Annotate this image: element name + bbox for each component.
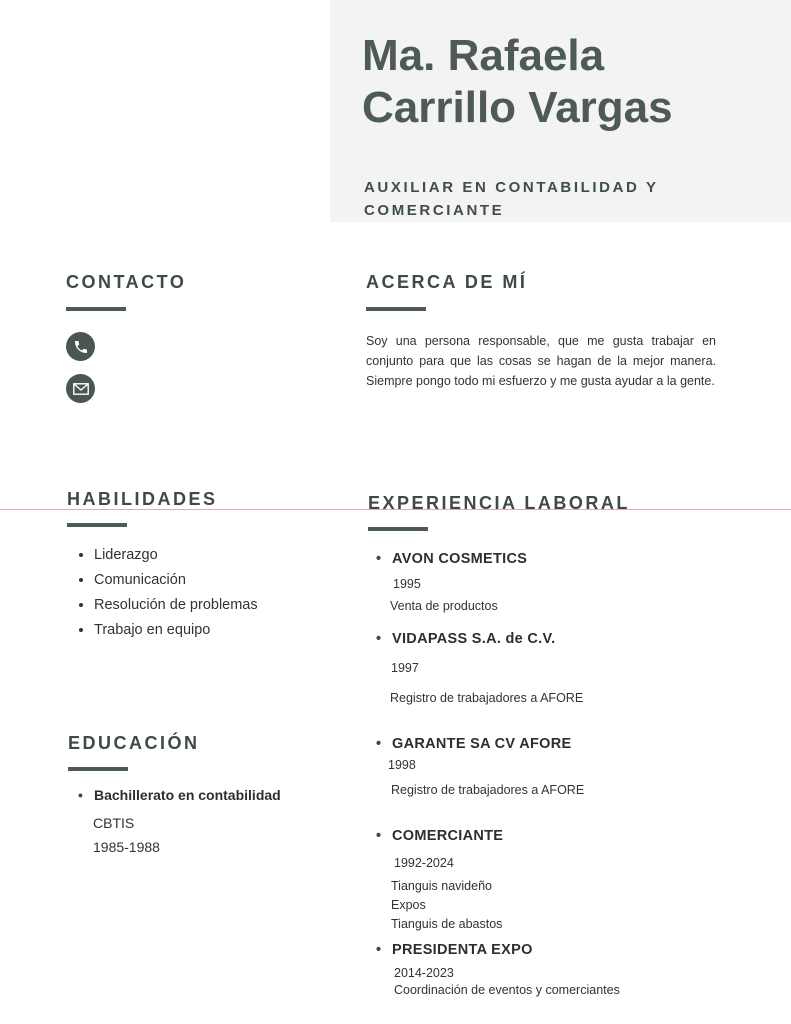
education-degree: • Bachillerato en contabilidad [78,787,338,803]
education-rule [68,767,128,771]
job-detail: Tianguis de abastos [391,917,503,931]
education-years: 1985-1988 [93,839,160,855]
job-role [364,176,724,222]
job-item [376,828,736,934]
job-company: • PRESIDENTA EXPO [376,942,736,958]
job-year: 1998 [388,758,416,772]
job-item [376,631,736,708]
phone-icon [66,332,95,361]
skill-item: • Trabajo en equipo [94,618,258,643]
education-school: CBTIS [93,815,135,831]
skill-item: • Comunicación [94,568,258,593]
job-detail: Registro de trabajadores a AFORE [390,691,584,705]
job-detail: Tianguis navideño [391,879,492,893]
job-item [376,551,736,616]
skill-item: • Liderazgo [94,543,258,568]
about-title: ACERCA DE MÍ [366,272,528,292]
job-item [376,942,736,1000]
education-item [78,787,338,859]
education-title: EDUCACIÓN [68,733,200,753]
job-detail: Venta de productos [390,599,498,613]
skills-rule [67,523,127,527]
job-year: 1995 [393,577,421,591]
name-line-1: Ma. Rafaela [362,31,605,80]
experience-rule [368,527,428,531]
skill-item: • Resolución de problemas [94,593,258,618]
about-text: Soy una persona responsable, que me gusta trabajar en conjunto para que las cosas se hagan de la mejor manera. Siempre pongo todo mi esfuerzo y me gusta ayudar a la gente. [366,334,716,388]
job-year: 1992-2024 [394,856,454,870]
job-year: 1997 [391,661,419,675]
job-item [376,736,736,800]
about-rule [366,307,426,311]
job-company: • VIDAPASS S.A. de C.V. [376,631,736,647]
job-company: • AVON COSMETICS [376,551,736,567]
name-line-2: Carrillo Vargas [362,83,673,132]
mail-icon [66,374,95,403]
contact-rule [66,307,126,311]
skills-list [72,543,258,643]
contact-title: CONTACTO [66,272,187,292]
job-detail: Coordinación de eventos y comerciantes [394,983,620,997]
job-detail: Registro de trabajadores a AFORE [391,783,585,797]
job-company: • COMERCIANTE [376,828,736,844]
experience-title: EXPERIENCIA LABORAL [368,493,630,513]
skills-title: HABILIDADES [67,489,218,509]
job-year: 2014-2023 [394,966,454,980]
person-name [362,30,782,134]
job-company: • GARANTE SA CV AFORE [376,736,736,752]
role-line-1: AUXILIAR EN CONTABILIDAD Y [364,179,659,196]
job-detail: Expos [391,898,426,912]
role-line-2: COMERCIANTE [364,202,505,219]
